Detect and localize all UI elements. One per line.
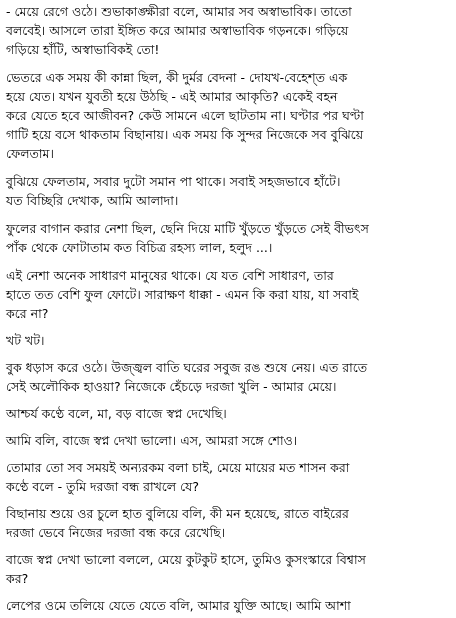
- paragraph: বুঝিয়ে ফেলতাম, সবার দুটো সমান পা থাকে। সবাই সহজভাবে হাঁটে। যত বিচ্ছিরি দেখাক, আমি আলাদা।: [6, 174, 341, 208]
- paragraph: তোমার তো সব সময়ই অন্যরকম বলা চাই, মেয়ে মায়ের মত শাসন করা কণ্ঠে বলে - তুমি দরজা বন্ধ রাখলে যে?: [6, 460, 350, 494]
- paragraph: ফুলের বাগান করার নেশা ছিল, ছেনি দিয়ে মাটি খুঁড়তে খুঁড়তে সেই বীভৎস পাঁক থেকে ফোটাতাম কত বিচিত্র রহস্য লাল, হলুদ ...।: [6, 221, 369, 255]
- paragraph: এই নেশা অনেক সাধারণ মানুষের থাকে। যে যত বেশি সাধারণ, তার হাতে তত বেশি ফুল ফোটে। সারাক্ষণ ধাক্কা - এমন কি করা যায়, যা সবাই করে না?: [6, 268, 359, 321]
- paragraph: লেপের ওমে তলিয়ে যেতে যেতে বলি, আমার যুক্তি আছে। আমি আশা: [6, 598, 351, 613]
- paragraph: আমি বলি, বাজে স্বপ্ন দেখা ভালো। এস, আমরা সঙ্গে শোও।: [6, 433, 298, 448]
- paragraph: আশ্চর্য কণ্ঠে বলে, মা, বড় বাজে স্বপ্ন দেখেছি।: [6, 406, 227, 421]
- paragraph: বুক ধড়াস করে ওঠে। উজ্জ্বল বাতি ঘরের সবুজ রঙ শুষে নেয়। এত রাতে সেই অলৌকিক হাওয়া? নিজেকে হেঁচড়ে দরজা খুলি - আমার মেয়ে।: [6, 360, 368, 394]
- paragraph: বিছানায় শুয়ে ওর চুলে হাত বুলিয়ে বলি, কী মন হয়েছে, রাতে বাইরের দরজা ভেবে নিজের দরজা বন্ধ করে রেখেছি।: [6, 506, 349, 540]
- paragraph: ভেতরে এক সময় কী কান্না ছিল, কী দুর্মর বেদনা - দোযখ-বেহেশ্‌ত এক হয়ে যেত। যখন যুবতী হয়ে উঠছি - এই আমার আকৃতি? একেই বহন করে যেতে হবে আজীবন? কেউ সামনে এলে ছাটতাম না। ঘণ্টার পর ঘণ্টা গাটি হয়ে বসে থাকতাম বিছানায়। এক সময় কি সুন্দর নিজেকে সব বুঝিয়ে ফেলতাম।: [6, 70, 364, 161]
- paragraph: বাজে স্বপ্ন দেখা ভালো বললে, মেয়ে কুটকুট হাসে, তুমিও কুসংস্কারে বিশ্বাস কর?: [6, 552, 366, 586]
- paragraph: - মেয়ে রেগে ওঠে। শুভাকাঙ্ক্ষীরা বলে, আমার সব অস্বাভাবিক। তাতো বলবেই। আসলে তারা ইঙ্গিত করে আমার অস্বাভাবিক গড়নকে। গড়িয়ে গড়িয়ে হাঁটি, অস্বাভাবিকই তো!: [6, 4, 352, 57]
- paragraph: খট খট।: [6, 333, 45, 348]
